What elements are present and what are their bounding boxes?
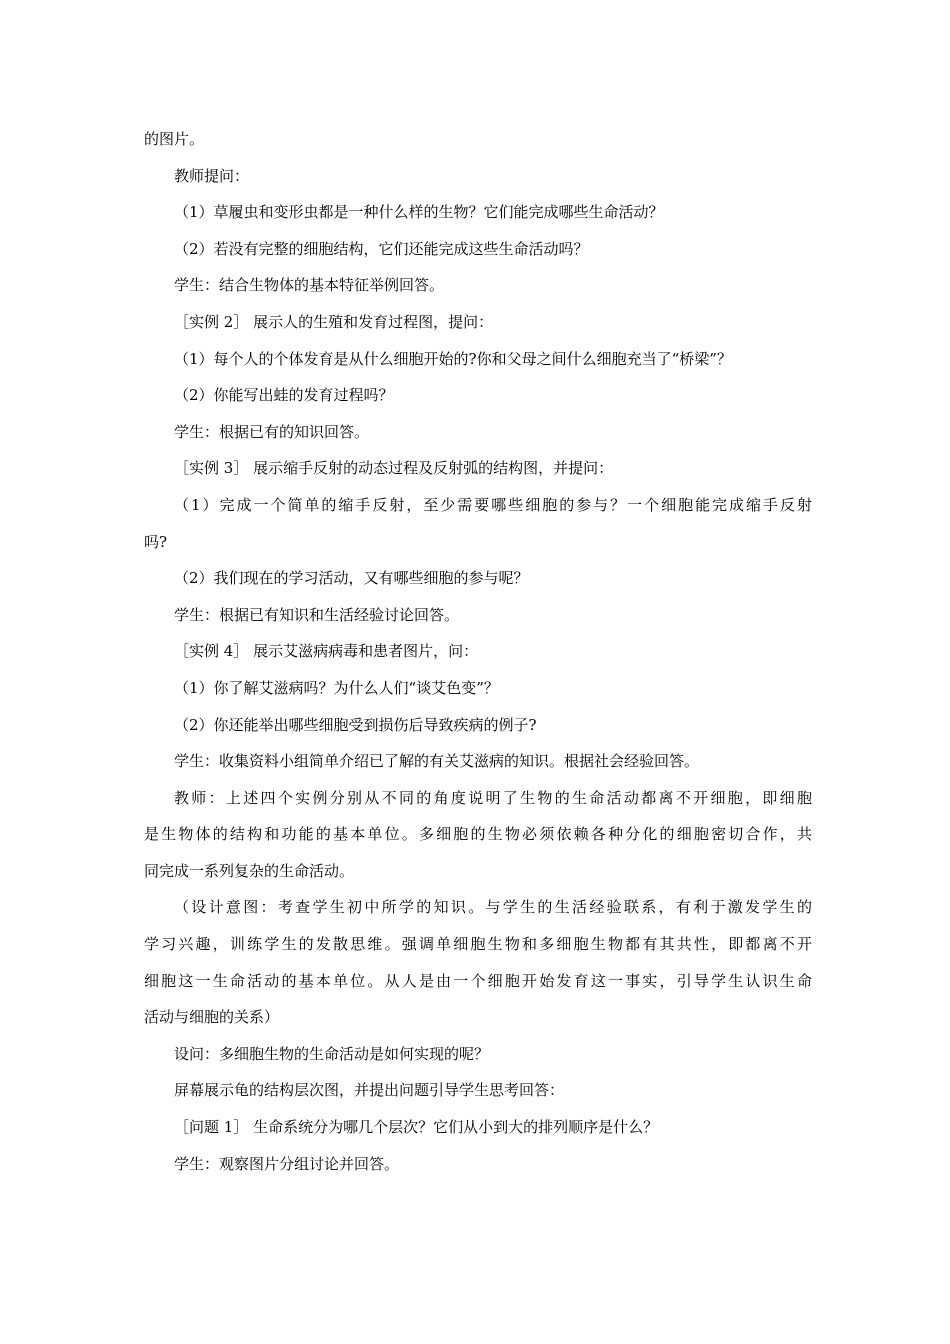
document-body	[144, 121, 812, 1182]
text-line: 屏幕展示龟的结构层次图，并提出问题引导学生思考回答：	[174, 1081, 565, 1100]
example-heading: ［实例 2］ 展示人的生殖和发育过程图，提问：	[174, 312, 494, 331]
design-note-line: 学习兴趣，训练学生的发散思维。强调单细胞生物和多细胞生物都有其共性，即都离不开	[144, 935, 812, 954]
question-line: （1）完成一个简单的缩手反射，至少需要哪些细胞的参与？一个细胞能完成缩手反射	[174, 495, 812, 514]
text-line: 同完成一系列复杂的生命活动。	[144, 861, 355, 880]
example-heading: ［实例 3］ 展示缩手反射的动态过程及反射弧的结构图，并提问：	[174, 459, 614, 478]
design-note-line: 活动与细胞的关系）	[144, 1008, 280, 1027]
text-line: 教师：上述四个实例分别从不同的角度说明了生物的生命活动都离不开细胞，即细胞	[174, 788, 812, 807]
problem-heading: ［问题 1］ 生命系统分为哪几个层次？它们从小到大的排列顺序是什么？	[174, 1118, 659, 1137]
design-note-line: 细胞这一生命活动的基本单位。从人是由一个细胞开始发育这一事实，引导学生认识生命	[144, 971, 812, 990]
question-line: （1）你了解艾滋病吗？为什么人们“谈艾色变”？	[174, 678, 499, 697]
question-line: （2）你还能举出哪些细胞受到损伤后导致疾病的例子?	[174, 715, 537, 734]
example-heading: ［实例 4］ 展示艾滋病病毒和患者图片，问：	[174, 642, 479, 661]
text-line: 吗?	[144, 532, 168, 551]
text-line: 设问：多细胞生物的生命活动是如何实现的呢？	[174, 1044, 490, 1063]
text-line: 的图片。	[144, 130, 205, 148]
text-line: 学生：根据已有的知识回答。	[174, 422, 370, 441]
design-note-line: （设计意图：考查学生初中所学的知识。与学生的生活经验联系，有利于激发学生的	[174, 898, 812, 917]
text-line: 学生：根据已有知识和生活经验讨论回答。	[174, 605, 460, 624]
text-line: 学生：观察图片分组讨论并回答。	[174, 1154, 400, 1173]
text-line: 是生物体的结构和功能的基本单位。多细胞的生物必须依赖各种分化的细胞密切合作，共	[144, 825, 812, 844]
text-line: 教师提问：	[174, 166, 250, 185]
text-line: 学生：结合生物体的基本特征举例回答。	[174, 276, 445, 295]
question-line: （2）若没有完整的细胞结构，它们还能完成这些生命活动吗？	[174, 239, 589, 258]
text-line: 学生：收集资料小组简单介绍已了解的有关艾滋病的知识。根据社会经验回答。	[174, 752, 700, 771]
question-line: （1）草履虫和变形虫都是一种什么样的生物？它们能完成哪些生命活动？	[174, 203, 664, 222]
question-line: （1）每个人的个体发育是从什么细胞开始的?你和父母之间什么细胞充当了“桥梁”？	[174, 349, 732, 368]
question-line: （2）你能写出蛙的发育过程吗？	[174, 386, 394, 405]
question-line: （2）我们现在的学习活动，又有哪些细胞的参与呢？	[174, 569, 529, 588]
